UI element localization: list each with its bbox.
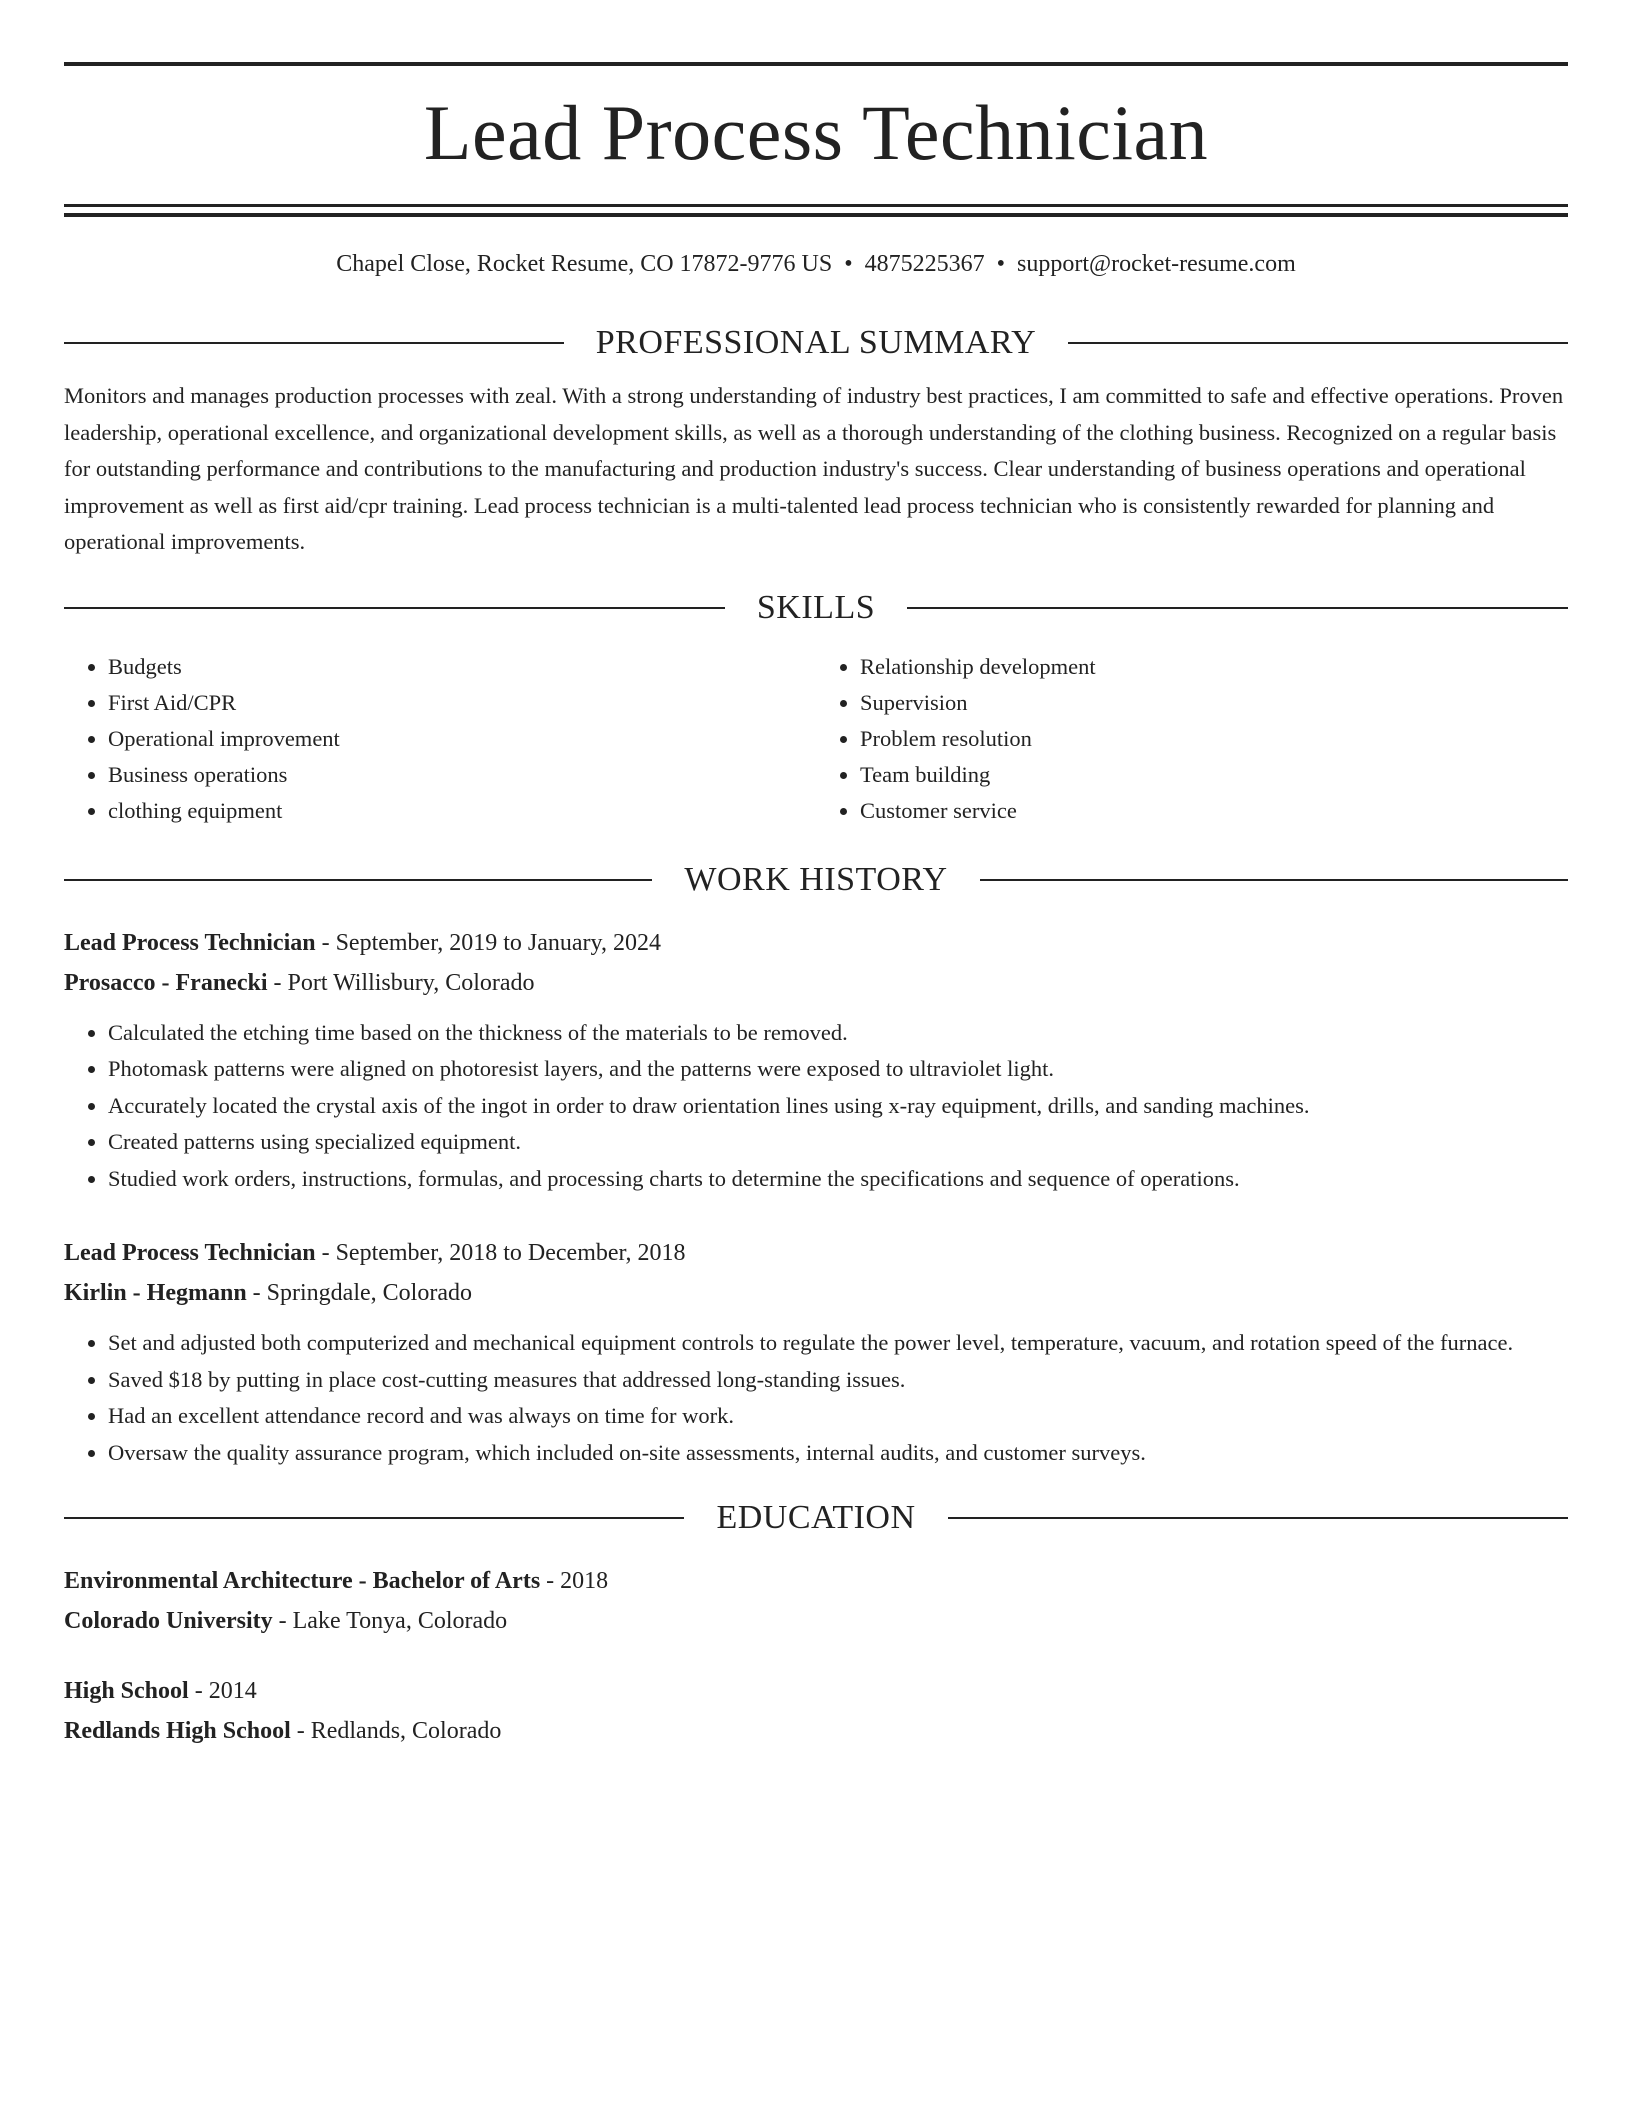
header-double-rule — [64, 204, 1568, 217]
job-bullet: • Studied work orders, instructions, formulas, and processing charts to determine the specifications and sequence of operations. — [108, 1161, 1568, 1198]
education-entry — [64, 1671, 1568, 1751]
skill-item: • First Aid/CPR — [108, 685, 816, 721]
job-bullet: • Had an excellent attendance record and was always on time for work. — [108, 1398, 1568, 1435]
job-bullet: • Oversaw the quality assurance program, which included on-site assessments, internal audits, and customer surveys. — [108, 1435, 1568, 1472]
job-company-line — [64, 963, 1568, 1003]
contact-separator: • — [844, 251, 853, 277]
job-bullets — [64, 1015, 1568, 1198]
job-bullet: • Photomask patterns were aligned on photoresist layers, and the patterns were exposed to ultraviolet light. — [108, 1051, 1568, 1088]
section-rule — [1068, 342, 1568, 344]
skill-item: • Problem resolution — [860, 721, 1568, 757]
skill-item: • Team building — [860, 757, 1568, 793]
section-rule — [980, 879, 1568, 881]
job-dates: - September, 2018 to December, 2018 — [315, 1240, 686, 1267]
skill-item: • Operational improvement — [108, 721, 816, 757]
job-title-line — [64, 923, 1568, 963]
section-title: WORK HISTORY — [684, 860, 948, 898]
education-degree-line — [64, 1561, 1568, 1601]
education-entry — [64, 1561, 1568, 1641]
job-company: Prosacco - Franecki — [64, 969, 268, 996]
skill-item: • Customer service — [860, 793, 1568, 829]
section-rule — [64, 342, 564, 344]
job-title-line — [64, 1233, 1568, 1273]
job-entry — [64, 923, 1568, 1198]
education-school-line — [64, 1711, 1568, 1751]
section-header-work-history — [64, 860, 1568, 898]
job-location: - Springdale, Colorado — [246, 1280, 472, 1307]
contact-address: Chapel Close, Rocket Resume, CO 17872-9776 US — [336, 251, 833, 277]
candidate-name: Lead Process Technician — [423, 89, 1209, 176]
contact-line — [64, 249, 1568, 280]
education-location: - Redlands, Colorado — [290, 1718, 502, 1745]
header-top-rule — [64, 62, 1568, 66]
section-title: SKILLS — [756, 588, 876, 626]
job-bullets — [64, 1325, 1568, 1471]
job-role: Lead Process Technician — [64, 929, 316, 956]
education-school-line — [64, 1601, 1568, 1641]
section-title: EDUCATION — [716, 1499, 916, 1537]
section-header-skills — [64, 588, 1568, 626]
section-header-summary — [64, 326, 1568, 360]
skill-item: • Budgets — [108, 649, 816, 685]
job-bullet: • Saved $18 by putting in place cost-cutting measures that addressed long-standing issues. — [108, 1362, 1568, 1399]
section-title: PROFESSIONAL SUMMARY — [595, 324, 1037, 362]
section-rule — [907, 607, 1568, 609]
education-school: Redlands High School — [64, 1718, 291, 1745]
skills-column-right — [816, 649, 1568, 829]
job-bullet: • Accurately located the crystal axis of the ingot in order to draw orientation lines using x-ray equipment, drills, and sanding machines. — [108, 1088, 1568, 1125]
skill-item: • Relationship development — [860, 649, 1568, 685]
skill-item: • clothing equipment — [108, 793, 816, 829]
skills-list — [64, 649, 1568, 829]
skill-item: • Supervision — [860, 685, 1568, 721]
section-rule — [64, 879, 652, 881]
job-company-line — [64, 1273, 1568, 1313]
education-degree: High School — [64, 1678, 189, 1705]
job-dates: - September, 2019 to January, 2024 — [315, 929, 661, 956]
education-location: - Lake Tonya, Colorado — [272, 1608, 508, 1635]
job-entry — [64, 1233, 1568, 1471]
skill-item: • Business operations — [108, 757, 816, 793]
job-bullet: • Set and adjusted both computerized and mechanical equipment controls to regulate the power level, temperature, vacuum, and rotation speed of the furnace. — [108, 1325, 1568, 1362]
job-location: - Port Willisbury, Colorado — [267, 969, 535, 996]
contact-phone: 4875225367 — [864, 251, 985, 277]
job-company: Kirlin - Hegmann — [64, 1280, 247, 1307]
section-rule — [948, 1517, 1568, 1519]
summary-text: Monitors and manages production processes with zeal. With a strong understanding of industry best practices, I am committed to safe and effective operations. Proven leadership, operational excellence, and organizational development skills, as well as a thorough understanding of the clothing business. Recognized on a regular basis for outstanding performance and contributions to the manufacturing and production industry's success. Clear understanding of business operations and operational improvement as well as first aid/cpr training. Lead process technician is a multi-talented lead process technician who is consistently rewarded for planning and operational improvements. — [64, 383, 1564, 555]
job-role: Lead Process Technician — [64, 1240, 316, 1267]
job-bullet: • Calculated the etching time based on the thickness of the materials to be removed. — [108, 1015, 1568, 1052]
section-rule — [64, 607, 725, 609]
education-degree-line — [64, 1671, 1568, 1711]
education-year: - 2014 — [188, 1678, 257, 1705]
education-degree: Environmental Architecture - Bachelor of Arts — [64, 1568, 541, 1595]
section-header-education — [64, 1501, 1568, 1535]
education-year: - 2018 — [540, 1568, 609, 1595]
skills-column-left — [64, 649, 816, 829]
contact-separator: • — [996, 251, 1006, 277]
education-school: Colorado University — [64, 1608, 273, 1635]
job-bullet: • Created patterns using specialized equipment. — [108, 1124, 1568, 1161]
section-rule — [64, 1517, 684, 1519]
contact-email: support@rocket-resume.com — [1017, 251, 1296, 277]
